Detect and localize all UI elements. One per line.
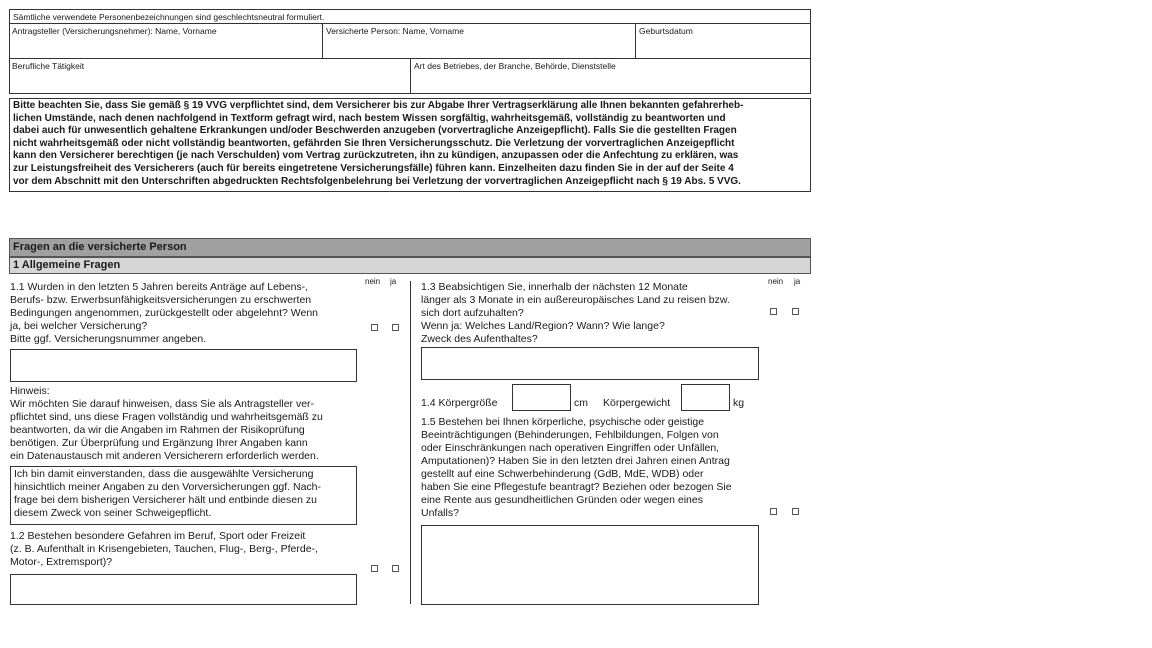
hint-block — [10, 385, 360, 463]
section-title: Fragen an die versicherte Person — [9, 238, 811, 257]
yes-column-label-right: ja — [794, 277, 801, 286]
question-line: Amputationen)? Haben Sie in den letzten drei Jahren einen Antrag — [421, 455, 730, 467]
hint-line: ein Datenaustausch mit anderen Versicherern erforderlich werden. — [10, 450, 319, 462]
question-line: Motor-, Extremsport)? — [10, 556, 113, 568]
occupation-label: Berufliche Tätigkeit — [12, 61, 85, 71]
q1-5-no-checkbox[interactable] — [770, 508, 777, 515]
hint-line: benötigen. Zur Überprüfung und Ergänzung Ihrer Angaben kann — [10, 437, 308, 449]
consent-line: frage bei dem bisherigen Versicherer hält und entbinde diesen zu — [14, 494, 317, 506]
hint-line: beantworten, da wir die Angaben im Rahmen der Risikoprüfung — [10, 424, 305, 436]
weight-unit: kg — [733, 397, 745, 409]
notice-line: lichen Umstände, nach denen nachfolgend in Textform gefragt wird, nach bestem Wissen sorgfältig, wahrheitsgemäß, vollständig zu beantworten und — [13, 112, 726, 124]
notice-line: nicht wahrheitsgemäß oder nicht vollständig beantworten, gefährden Sie Ihren Versicherungsschutz. Die Verletzung der vorvertraglichen Anzeigepflicht — [13, 137, 735, 149]
column-divider — [410, 281, 411, 604]
q1-1-yes-checkbox[interactable] — [392, 324, 399, 331]
neutral-note: Sämtliche verwendete Personenbezeichnungen sind geschlechtsneutral formuliert. — [13, 12, 325, 22]
question-line: 1.2 Bestehen besondere Gefahren im Beruf, Sport oder Freizeit — [10, 530, 306, 542]
business-field[interactable] — [411, 58, 811, 94]
hint-title: Hinweis: — [10, 385, 50, 397]
consent-line: diesem Zweck von seiner Schweigepflicht. — [14, 507, 212, 519]
question-line: oder Einschränkungen nach operativen Eingriffen oder Unfällen, — [421, 442, 720, 454]
question-line: eine Rente aus gesundheitlichen Gründen oder wegen eines — [421, 494, 703, 506]
height-label: 1.4 Körpergröße — [421, 397, 498, 409]
question-1-2 — [10, 530, 360, 569]
occupation-field[interactable] — [9, 58, 411, 94]
question-line: sich dort aufzuhalten? — [421, 307, 524, 319]
question-line: haben Sie eine Pflegestufe beantragt? Beziehen oder bezogen Sie — [421, 481, 732, 493]
question-line: Bitte ggf. Versicherungsnummer angeben. — [10, 333, 207, 345]
yes-column-label-left: ja — [390, 277, 397, 286]
question-line: Beeinträchtigungen (Behinderungen, Fehlbildungen, Folgen von — [421, 429, 719, 441]
question-line: Unfalls? — [421, 507, 459, 519]
notice-line: vor dem Abschnitt mit den Unterschriften abgedruckten Rechtsfolgenbelehrung bei Verletzung der vorvertraglichen Anzeigepflicht nach § 19 Abs. 5 VVG. — [13, 175, 741, 187]
question-line: 1.3 Beabsichtigen Sie, innerhalb der nächsten 12 Monate — [421, 281, 688, 293]
question-line: ja, bei welcher Versicherung? — [10, 320, 148, 332]
question-line: Wenn ja: Welches Land/Region? Wann? Wie lange? — [421, 320, 665, 332]
insured-name-field[interactable] — [323, 23, 636, 58]
height-input[interactable] — [512, 384, 571, 411]
question-line: 1.5 Bestehen bei Ihnen körperliche, psychische oder geistige — [421, 416, 705, 428]
q1-2-answer-field[interactable] — [10, 574, 357, 605]
question-line: gestellt auf eine Schwerbehinderung (GdB, MdE, WDB) oder — [421, 468, 704, 480]
notice-line: kann den Versicherer berechtigen (je nach Verschulden) vom Vertrag zurückzutreten, ihn zu kündigen, anzupassen oder die Anfechtung zu erklären, was — [13, 150, 739, 162]
notice-line: zur Leistungsfreiheit des Versicherers (auch für bereits eingetretene Versicherungsfälle) führen kann. Einzelheiten dazu finden Sie in der auf der Seite 4 — [13, 162, 734, 174]
applicant-name-field[interactable] — [9, 23, 323, 58]
hint-line: pflichtet sind, uns diese Fragen vollständig und wahrheitsgemäß zu — [10, 411, 323, 423]
question-line: länger als 3 Monate in ein außereuropäisches Land zu reisen bzw. — [421, 294, 730, 306]
consent-line: Ich bin damit einverstanden, dass die ausgewählte Versicherung — [14, 468, 314, 480]
hint-line: Wir möchten Sie darauf hinweisen, dass Sie als Antragsteller ver- — [10, 398, 315, 410]
consent-line: hinsichtlich meiner Angaben zu den Vorversicherungen ggf. Nach- — [14, 481, 322, 493]
consent-box — [10, 466, 357, 525]
question-1-3 — [421, 281, 766, 346]
no-column-label-right: nein — [768, 277, 784, 286]
question-1-1 — [10, 281, 360, 346]
q1-2-no-checkbox[interactable] — [371, 565, 378, 572]
applicant-name-label: Antragsteller (Versicherungsnehmer): Name, Vorname — [12, 26, 217, 36]
insured-name-label: Versicherte Person: Name, Vorname — [326, 26, 464, 36]
weight-input[interactable] — [681, 384, 730, 411]
q1-1-answer-field[interactable] — [10, 349, 357, 382]
question-line: 1.1 Wurden in den letzten 5 Jahren bereits Anträge auf Lebens-, — [10, 281, 309, 293]
question-line: Zweck des Aufenthaltes? — [421, 333, 538, 345]
q1-3-no-checkbox[interactable] — [770, 308, 777, 315]
notice-line: Bitte beachten Sie, dass Sie gemäß § 19 VVG verpflichtet sind, dem Versicherer bis zur Abgabe Ihrer Vertragserklärung alle Ihnen bekannten gefahrerheb- — [13, 100, 744, 111]
no-column-label-left: nein — [365, 277, 381, 286]
question-line: (z. B. Aufenthalt in Krisengebieten, Tauchen, Flug-, Berg-, Pferde-, — [10, 543, 318, 555]
q1-3-yes-checkbox[interactable] — [792, 308, 799, 315]
birthdate-field[interactable] — [636, 23, 811, 58]
question-line: Berufs- bzw. Erwerbsunfähigkeitsversicherungen zu erschwerten — [10, 294, 312, 306]
notice-line: dabei auch für unwesentlich gehaltene Erkrankungen und/oder Beschwerden anzugeben (vorvertragliche Anzeigepflicht). Falls Sie die gestellten Fragen — [13, 125, 737, 137]
height-unit: cm — [574, 397, 588, 409]
question-line: Bedingungen angenommen, zurückgestellt oder abgelehnt? Wenn — [10, 307, 319, 319]
birthdate-label: Geburtsdatum — [639, 26, 693, 36]
q1-5-yes-checkbox[interactable] — [792, 508, 799, 515]
question-1-5 — [421, 416, 766, 520]
q1-5-answer-field[interactable] — [421, 525, 759, 605]
business-label: Art des Betriebes, der Branche, Behörde, Dienststelle — [414, 61, 616, 71]
subsection-title: 1 Allgemeine Fragen — [9, 257, 811, 274]
q1-3-answer-field[interactable] — [421, 347, 759, 380]
weight-label: Körpergewicht — [603, 397, 671, 409]
q1-1-no-checkbox[interactable] — [371, 324, 378, 331]
q1-2-yes-checkbox[interactable] — [392, 565, 399, 572]
legal-notice — [9, 98, 811, 192]
